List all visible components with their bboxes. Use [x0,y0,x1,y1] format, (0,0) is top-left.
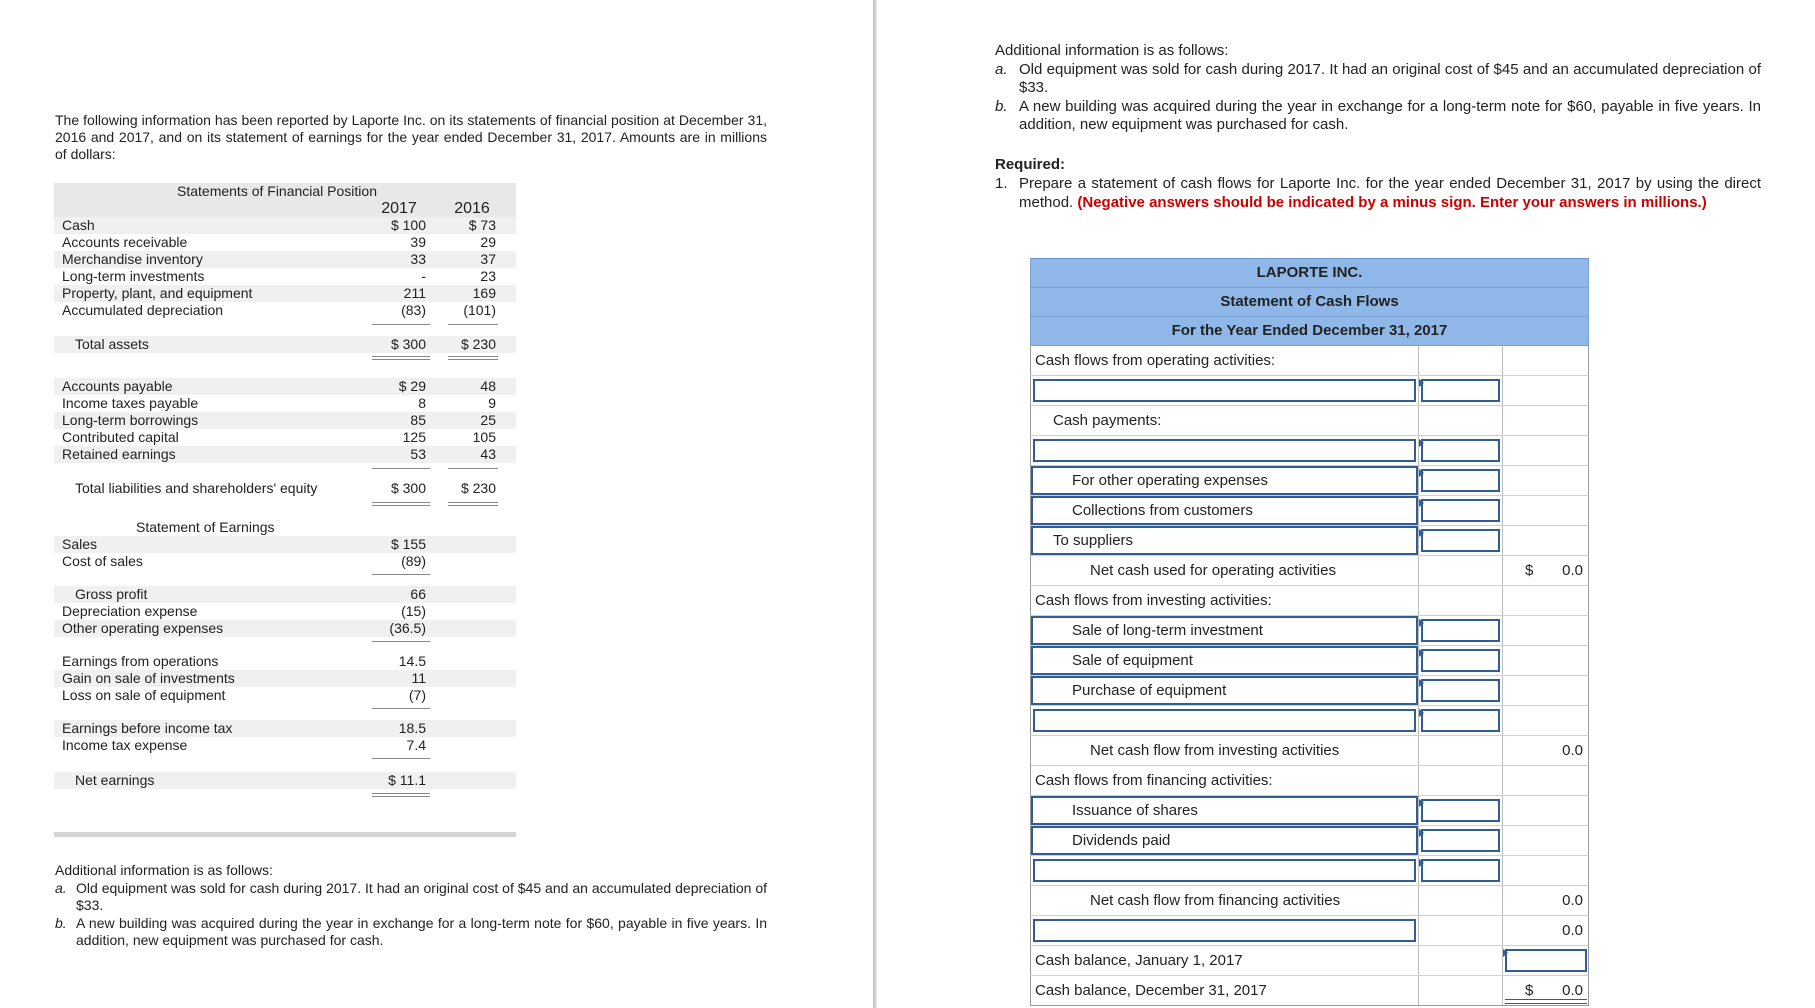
net-earnings-row: Net earnings $ 11.1 [54,772,516,789]
net-op-value: 0.0 [1562,562,1583,579]
suppliers-dropdown[interactable]: To suppliers [1031,526,1419,555]
total-assets-row: Total assets $ 300 $ 230 [54,336,516,353]
table-row: Income tax expense 7.4 [62,737,426,753]
table-row [1030,856,1589,886]
table-row: Earnings before income tax 18.5 [54,720,516,737]
table-row: Accounts receivable 39 29 [62,234,496,250]
ws-company: LAPORTE INC. [1030,258,1589,287]
bal-dec-value: 0.0 [1562,982,1583,999]
left-pane [0,0,873,1008]
table-row: Merchandise inventory 33 37 [54,251,516,268]
table-row [1030,616,1589,646]
table-row [1030,436,1589,466]
total-liabilities-row: Total liabilities and shareholders' equity $ 300 $ 230 [75,480,496,496]
additional-item-b: A new building was acquired during the year in exchange for a long-term note for $60, payable in five years. In addition, new equipment was purchased for cash. [76,914,767,948]
table-row [1030,406,1589,436]
additional-title: Additional information is as follows: [995,42,1229,59]
item-b-mark: b. [995,97,1008,115]
table-row [1030,826,1589,856]
item-a-mark: a. [55,879,67,896]
table-row: Other operating expenses (36.5) [54,620,516,637]
additional-title: Additional information is as follows: [55,862,273,878]
bal-jan-label: Cash balance, January 1, 2017 [1031,946,1419,975]
table-row: Long-term borrowings 85 25 [54,412,516,429]
additional-info-left [55,862,767,950]
table-row: Sales $ 155 [54,536,516,553]
amount-input[interactable] [1421,679,1500,702]
change-value: 0.0 [1562,922,1583,939]
item-b-mark: b. [55,914,67,931]
cash-payments-label: Cash payments: [1031,406,1419,435]
table-row [1030,345,1589,376]
table-row: Income taxes payable 8 9 [62,395,496,411]
label-input[interactable] [1033,709,1416,732]
table-row: Accounts payable $ 29 48 [54,378,516,395]
amount-input[interactable] [1421,649,1500,672]
op-heading: Cash flows from operating activities: [1031,346,1419,375]
ws-statement: Statement of Cash Flows [1030,287,1589,316]
ws-period: For the Year Ended December 31, 2017 [1030,316,1589,345]
amount-input[interactable] [1421,529,1500,552]
right-pane [877,0,1815,1008]
table-row: Cost of sales (89) [62,553,426,569]
amount-input[interactable] [1421,799,1500,822]
intro-text: The following information has been reported by Laporte Inc. on its statements of financial position at December 31, 2016 and 2017, and on its statement of earnings for the year ended December 31, 2017. Amounts are in millions of dollars: [55,112,767,162]
table-row [1030,736,1589,766]
table-row: Gross profit 66 [54,586,516,603]
collections-dropdown[interactable]: Collections from customers [1031,496,1419,525]
col-2016: 2016 [454,200,490,217]
soe-title-row [54,519,516,536]
fin-heading: Cash flows from financing activities: [1031,766,1419,795]
table-row: Long-term investments - 23 [62,268,496,284]
table-row: Gain on sale of investments 11 [54,670,516,687]
table-row: Contributed capital 125 105 [62,429,496,445]
amount-input[interactable] [1421,379,1500,402]
label-input[interactable] [1033,439,1416,462]
sale-lti-dropdown[interactable]: Sale of long-term investment [1031,616,1419,645]
table-row [1030,496,1589,526]
col-2017: 2017 [381,200,417,217]
net-fin-label: Net cash flow from financing activities [1031,886,1419,915]
amount-input[interactable] [1421,619,1500,642]
table-row [1030,976,1589,1006]
table-row [1030,466,1589,496]
amount-input[interactable] [1421,709,1500,732]
table-row [1030,676,1589,706]
label-input[interactable] [1033,379,1416,402]
table-row [1030,556,1589,586]
table-row: Retained earnings 53 43 [54,446,516,463]
cash-flow-worksheet [1030,258,1589,1006]
table-row [1030,796,1589,826]
additional-item-a: Old equipment was sold for cash during 2017. It had an original cost of $45 and an accumulated depreciation of $33. [76,879,767,913]
soe-title: Statement of Earnings [136,519,275,535]
label-input[interactable] [1033,859,1416,882]
table-row [1030,526,1589,556]
divider-bar [54,832,516,837]
bal-dec-label: Cash balance, December 31, 2017 [1031,976,1419,1005]
amount-input[interactable] [1421,859,1500,882]
table-row: Cash $ 100 $ 73 [54,217,516,234]
financial-statements [54,183,516,805]
other-opex-dropdown[interactable]: For other operating expenses [1031,466,1419,495]
amount-input[interactable] [1421,469,1500,492]
table-row: Accumulated depreciation (83) (101) [62,302,496,318]
table-row: Loss on sale of equipment (7) [62,687,426,703]
table-row [1030,946,1589,976]
net-op-label: Net cash used for operating activities [1031,556,1419,585]
table-row [1030,766,1589,796]
additional-info-right [995,42,1761,135]
required-note: (Negative answers should be indicated by a minus sign. Enter your answers in millions.) [1077,193,1707,211]
item-a-mark: a. [995,60,1008,78]
jan-balance-input[interactable] [1505,949,1587,972]
amount-input[interactable] [1421,499,1500,522]
table-row [1030,916,1589,946]
label-input[interactable] [1033,919,1416,942]
dollar-sign: $ [1525,982,1534,999]
inv-heading: Cash flows from investing activities: [1031,586,1419,615]
additional-item-b: A new building was acquired during the year in exchange for a long-term note for $60, payable in five years. In addition, new equipment was purchased for cash. [1019,97,1761,133]
issuance-dropdown[interactable]: Issuance of shares [1031,796,1419,825]
required-title: Required: [995,156,1066,173]
purchase-equipment-dropdown[interactable]: Purchase of equipment [1031,676,1419,705]
table-row: Earnings from operations 14.5 [62,653,426,669]
dividends-dropdown[interactable]: Dividends paid [1031,826,1419,855]
required-text [995,175,1761,212]
table-row [1030,586,1589,616]
table-row [1030,706,1589,736]
table-row: Depreciation expense (15) [62,603,426,619]
amount-input[interactable] [1421,829,1500,852]
sfp-title: Statements of Financial Position [177,183,377,199]
additional-item-a: Old equipment was sold for cash during 2017. It had an original cost of $45 and an accumulated depreciation of $33. [1019,60,1761,96]
table-row [1030,886,1589,916]
amount-input[interactable] [1421,439,1500,462]
required-instruction: Prepare a statement of cash flows for Laporte Inc. for the year ended December 31, 2017 by using the direct method. [1019,175,1761,211]
net-fin-value: 0.0 [1562,892,1583,909]
table-row [1030,646,1589,676]
required-number: 1. [995,175,1008,192]
table-row: Property, plant, and equipment 211 169 [54,285,516,302]
net-inv-value: 0.0 [1562,742,1583,759]
table-row [1030,376,1589,406]
sale-equipment-dropdown[interactable]: Sale of equipment [1031,646,1419,675]
dollar-sign: $ [1525,562,1534,579]
net-inv-label: Net cash flow from investing activities [1031,736,1419,765]
